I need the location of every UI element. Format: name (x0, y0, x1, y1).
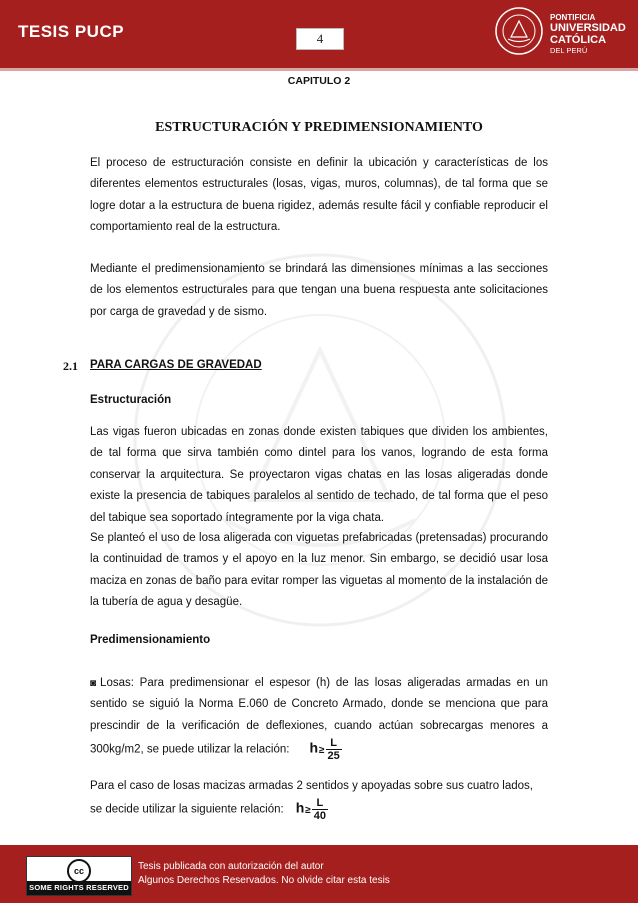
formula-numerator: L (326, 737, 342, 750)
section-title: PARA CARGAS DE GRAVEDAD (90, 359, 262, 371)
formula-h-l-25 (309, 737, 341, 762)
footer-notice (138, 860, 390, 888)
formula-numerator: L (312, 797, 328, 810)
footer-line-1: Tesis publicada con autorización del autor (138, 861, 324, 872)
intro-paragraph-1: El proceso de estructuración consiste en definir la ubicación y características de los diferentes elementos estructurales (losas, vigas, muros, columnas), de tal forma que se logre dotar a la estructura de buena rigidez, además resulte fácil y confiable reproducir el comportamiento real de la estructura. (90, 157, 548, 234)
formula-fraction (312, 797, 328, 822)
intro-paragraph-2: Mediante el predimensionamiento se brindará las dimensiones mínimas a las secciones de los elementos estructurales para que tengan una buena respuesta ante solicitaciones por carga de gravedad y de sismo. (90, 263, 548, 318)
formula-lhs: h (295, 799, 305, 816)
header-divider (0, 68, 638, 71)
university-name (550, 13, 626, 55)
chapter-label: CAPITULO 2 (287, 75, 351, 87)
brand-title: TESIS PUCP (18, 22, 125, 41)
university-line-2: UNIVERSIDAD (550, 22, 626, 34)
formula-fraction (326, 737, 342, 762)
formula-operator: ≥ (319, 744, 325, 756)
formula-denominator: 40 (313, 810, 327, 823)
formula-h-l-40 (296, 797, 328, 822)
section-number: 2.1 (63, 359, 78, 373)
university-seal-icon (494, 6, 544, 56)
formula-denominator: 25 (327, 750, 340, 763)
university-line-1: PONTIFICIA (550, 13, 596, 22)
footer-line-2: Algunos Derechos Reservados. No olvide citar esta tesis (138, 875, 390, 886)
macizas-text: Para el caso de losas macizas armadas 2 sentidos y apoyadas sobre sus cuatro lados, se decide utilizar la siguiente relación: (90, 780, 533, 816)
formula-lhs: h (309, 739, 319, 756)
university-line-4: DEL PERÚ (550, 46, 588, 55)
bullet-icon: ◙ (90, 678, 97, 689)
subheading-estructuracion: Estructuración (90, 394, 172, 406)
losas-text: Losas: Para predimensionar el espesor (h) de las losas aligeradas armadas en un sentido se siguió la Norma E.060 de Concreto Armado, donde se menciona que para prescindir de la verificación de deflexiones, cuando actúan sobrecargas menores a 300kg/m2, se puede utilizar la relación: (90, 677, 548, 756)
formula-operator: ≥ (305, 804, 311, 816)
structuring-paragraph-2: Se planteó el uso de losa aligerada con viguetas prefabricadas (pretensadas) procurando la continuidad de tramos y el apoyo en la luz menor. Sin embargo, se decidió usar losa maciza en zonas de baño para evitar romper las viguetas al momento de la instalación de la tubería de agua y desagüe. (90, 532, 548, 609)
subheading-predimensionamiento: Predimensionamiento (90, 634, 211, 646)
losas-paragraph (90, 673, 548, 762)
cc-logo-icon: cc (67, 859, 91, 883)
university-line-3: CATÓLICA (550, 34, 607, 46)
cc-license-label: SOME RIGHTS RESERVED (27, 881, 131, 895)
page-number: 4 (296, 28, 344, 50)
creative-commons-badge[interactable] (26, 856, 132, 896)
structuring-paragraph-1: Las vigas fueron ubicadas en zonas donde existen tabiques que dividen los ambientes, de tal forma que sirva también como dintel para los vanos, logrando de esta forma conservar la arquitectura. Se proyectaron vigas chatas en las losas aligeradas donde existe la presencia de tabiques paralelos al sentido de techado, de tal forma que el peso del tabique sea soportado íntegramente por la viga chata. (90, 426, 548, 524)
chapter-title: ESTRUCTURACIÓN Y PREDIMENSIONAMIENTO (155, 120, 483, 135)
macizas-paragraph (90, 776, 548, 822)
